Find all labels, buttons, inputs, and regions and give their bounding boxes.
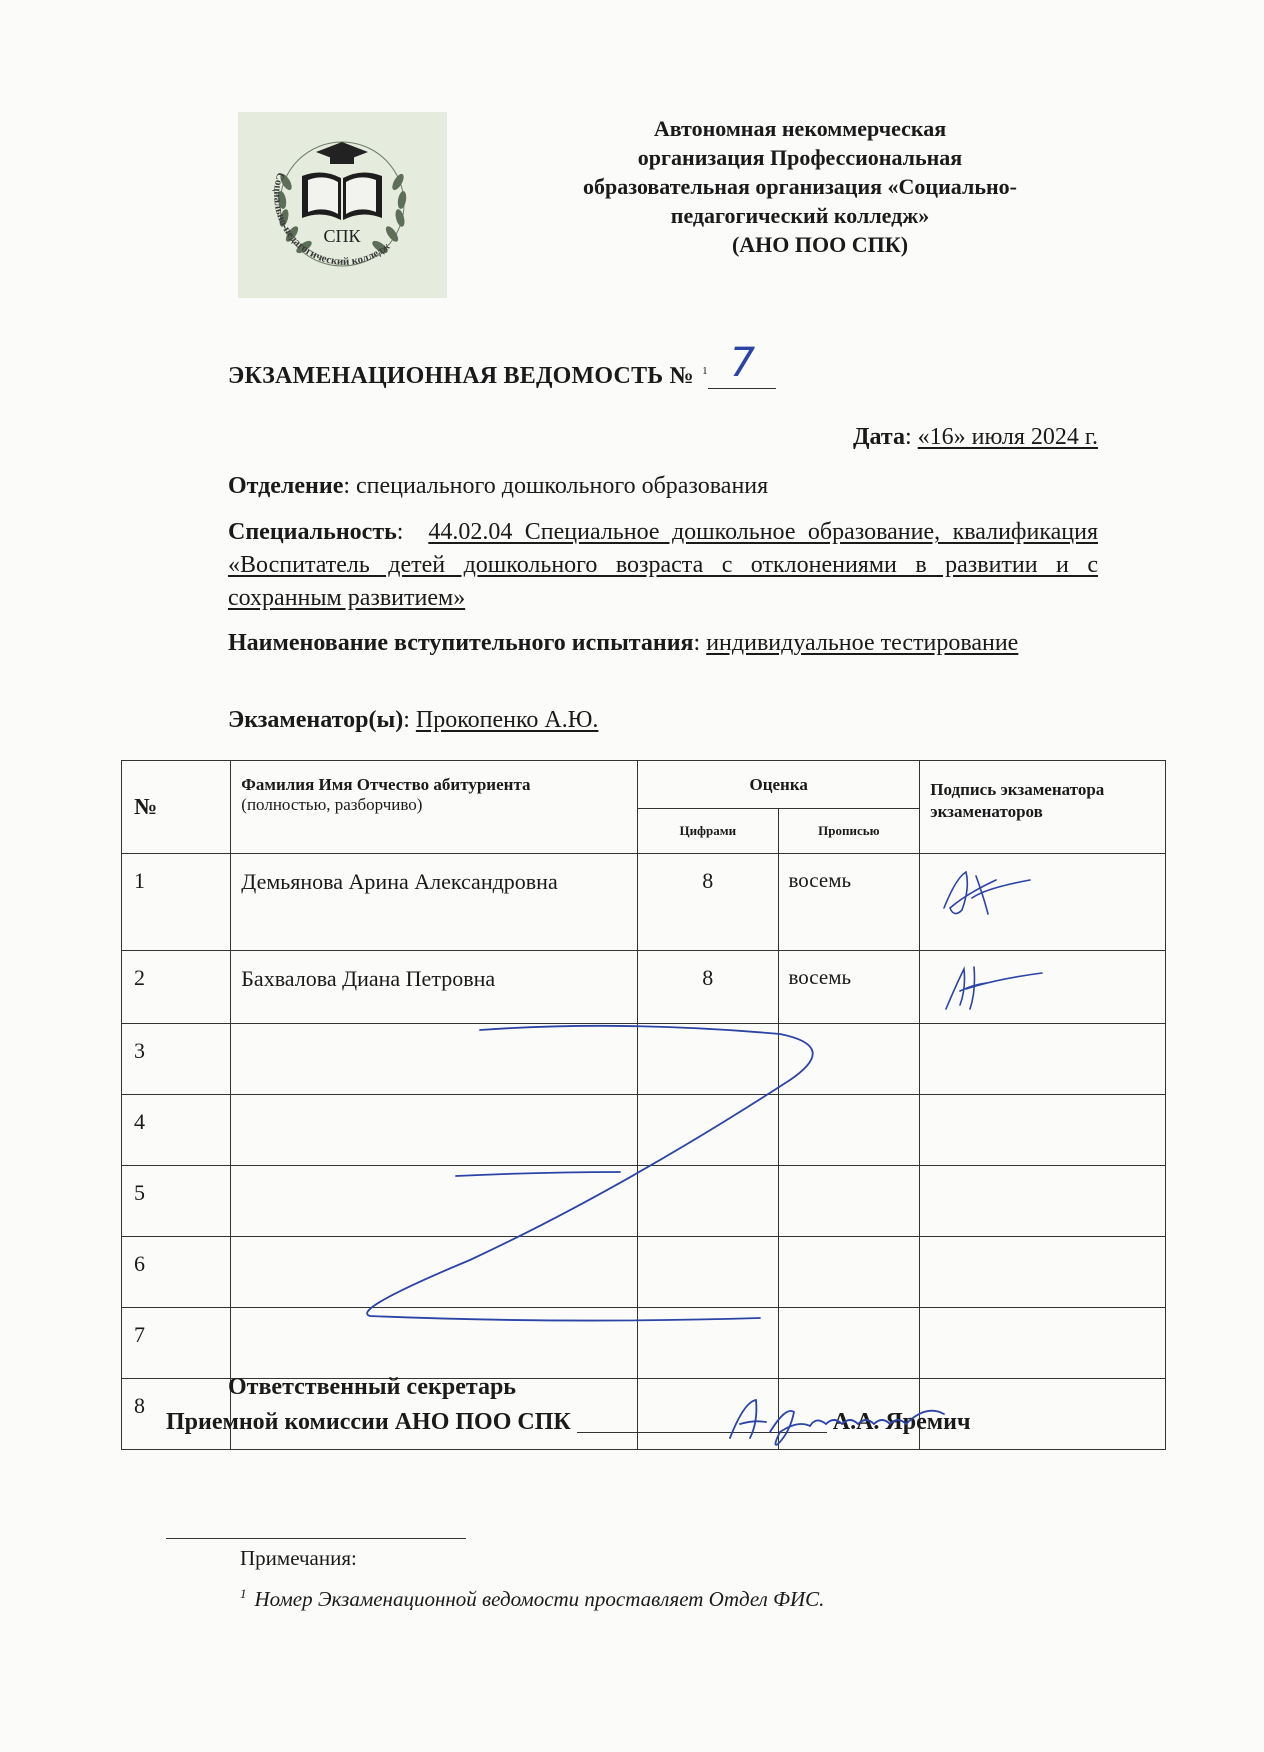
grade-digits bbox=[638, 1237, 778, 1308]
row-number: 1 bbox=[122, 854, 231, 951]
department-value: специального дошкольного образования bbox=[356, 473, 769, 499]
table-row bbox=[122, 854, 1166, 951]
row-number: 8 bbox=[122, 1379, 231, 1450]
examiner-label: Экзаменатор(ы) bbox=[228, 707, 404, 733]
col-header-grade: Оценка bbox=[638, 761, 920, 809]
signature-icon bbox=[926, 955, 1046, 1015]
secretary-name: А.А. Яремич bbox=[832, 1409, 971, 1435]
row-number: 5 bbox=[122, 1166, 231, 1237]
department-line: Отделение: специального дошкольного образования bbox=[228, 473, 769, 499]
logo-ring-text: Социально-педагогический колледж bbox=[271, 171, 393, 268]
college-logo bbox=[238, 112, 447, 298]
row-number: 2 bbox=[122, 951, 231, 1024]
date-label: Дата bbox=[853, 424, 905, 450]
footnote-text: Номер Экзаменационной ведомости проставляет Отдел ФИС. bbox=[254, 1587, 825, 1611]
exam-name-value: индивидуальное тестирование bbox=[706, 630, 1019, 656]
row-number: 6 bbox=[122, 1237, 231, 1308]
examiner-signature-cell bbox=[920, 1095, 1166, 1166]
row-number: 3 bbox=[122, 1024, 231, 1095]
date-line: Дата: «16» июля 2024 г. bbox=[853, 424, 1098, 450]
grade-words bbox=[778, 1308, 920, 1379]
col-header-digits: Цифрами bbox=[638, 809, 778, 854]
table-row bbox=[122, 951, 1166, 1024]
secretary-title-line: Ответственный секретарь bbox=[228, 1374, 516, 1400]
organization-header bbox=[520, 114, 1080, 259]
grade-digits: 8 bbox=[638, 951, 778, 1024]
college-seal-icon bbox=[238, 112, 447, 298]
examiner-signature-cell bbox=[920, 1308, 1166, 1379]
department-label: Отделение bbox=[228, 473, 344, 499]
applicant-name: Бахвалова Диана Петровна bbox=[231, 951, 638, 1024]
applicant-name bbox=[231, 1024, 638, 1095]
specialty-label: Специальность bbox=[228, 519, 397, 545]
logo-abbr: СПК bbox=[323, 226, 361, 246]
grade-words bbox=[778, 1095, 920, 1166]
org-line-1: Автономная некоммерческая bbox=[653, 116, 947, 141]
org-line-5: (АНО ПОО СПК) bbox=[731, 232, 909, 257]
exam-table bbox=[121, 760, 1166, 1450]
signature-icon bbox=[926, 858, 1036, 928]
title-footnote-mark: 1 bbox=[702, 365, 708, 377]
grade-digits bbox=[638, 1308, 778, 1379]
examiner-signature-cell bbox=[920, 951, 1166, 1024]
footnote-1 bbox=[240, 1586, 824, 1612]
col-header-fio-sub: (полностью, разборчиво) bbox=[241, 795, 423, 814]
examiner-signature-cell bbox=[920, 1166, 1166, 1237]
grade-words bbox=[778, 1024, 920, 1095]
org-line-2: организация Профессиональная bbox=[637, 145, 963, 170]
table-row bbox=[122, 1308, 1166, 1379]
sheet-number: 7 bbox=[729, 340, 756, 386]
secretary-signature-icon bbox=[700, 1392, 960, 1452]
applicant-name bbox=[231, 1095, 638, 1166]
col-header-sign: Подпись экзаменатора экзаменаторов bbox=[920, 761, 1166, 854]
grade-words: восемь bbox=[778, 951, 920, 1024]
table-row bbox=[122, 1166, 1166, 1237]
org-line-3: образовательная организация «Социально- bbox=[583, 174, 1017, 199]
footnote-mark: 1 bbox=[240, 1586, 247, 1601]
applicant-name bbox=[231, 1237, 638, 1308]
exam-name-label: Наименование вступительного испытания bbox=[228, 630, 694, 656]
row-number: 4 bbox=[122, 1095, 231, 1166]
org-line-4: педагогический колледж» bbox=[670, 203, 930, 228]
col-header-no: № bbox=[122, 761, 231, 854]
date-value: «16» июля 2024 г. bbox=[917, 424, 1098, 450]
exam-name-line: Наименование вступительного испытания: индивидуальное тестирование bbox=[228, 630, 1019, 656]
grade-digits bbox=[638, 1024, 778, 1095]
specialty-value: 44.02.04 Специальное дошкольное образование, квалификация «Воспитатель детей дошкольного возраста с отклонениями в развитии и с сохранным развитием» bbox=[228, 519, 1099, 611]
grade-words bbox=[778, 1237, 920, 1308]
applicant-name bbox=[231, 1166, 638, 1237]
examiner-signature-cell bbox=[920, 1024, 1166, 1095]
table-row bbox=[122, 1024, 1166, 1095]
grade-digits: 8 bbox=[638, 854, 778, 951]
applicant-name bbox=[231, 1308, 638, 1379]
examiner-value: Прокопенко А.Ю. bbox=[415, 707, 599, 733]
grade-digits bbox=[638, 1095, 778, 1166]
col-header-fio bbox=[231, 761, 638, 854]
secretary-org: Приемной комиссии АНО ПОО СПК bbox=[166, 1409, 571, 1435]
footnote-rule bbox=[166, 1538, 466, 1539]
title-text: ЭКЗАМЕНАЦИОННАЯ ВЕДОМОСТЬ № bbox=[228, 363, 694, 389]
row-number: 7 bbox=[122, 1308, 231, 1379]
table-row bbox=[122, 1095, 1166, 1166]
table-row bbox=[122, 1237, 1166, 1308]
examiner-signature-cell bbox=[920, 854, 1166, 951]
examiner-line: Экзаменатор(ы): Прокопенко А.Ю. bbox=[228, 707, 599, 733]
specialty-line: Специальность: 44.02.04 Специальное дошкольное образование, квалификация «Воспитатель детей дошкольного возраста с отклонениями в развитии и с сохранным развитием» bbox=[228, 519, 1099, 611]
notes-heading: Примечания: bbox=[240, 1546, 357, 1570]
applicant-name: Демьянова Арина Александровна bbox=[231, 854, 638, 951]
sheet-number-field[interactable] bbox=[708, 340, 776, 389]
grade-words: восемь bbox=[778, 854, 920, 951]
grade-words bbox=[778, 1166, 920, 1237]
examiner-signature-cell bbox=[920, 1237, 1166, 1308]
col-header-words: Прописью bbox=[778, 809, 920, 854]
col-header-fio-main: Фамилия Имя Отчество абитуриента bbox=[241, 775, 531, 794]
grade-digits bbox=[638, 1166, 778, 1237]
document-title bbox=[228, 340, 776, 390]
